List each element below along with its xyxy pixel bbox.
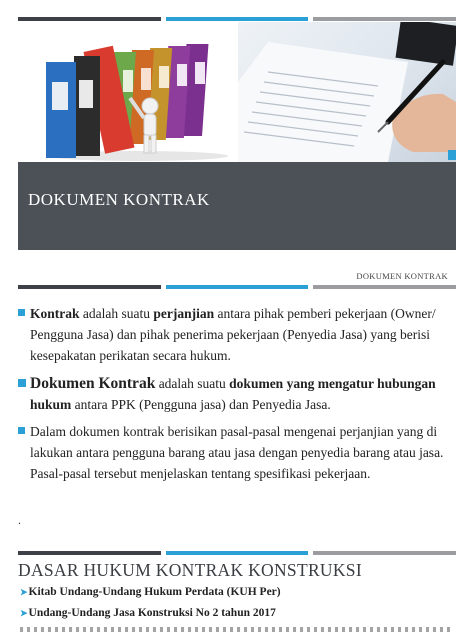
square-bullet-icon [18, 427, 25, 434]
top-bar-blue [166, 17, 308, 21]
text: antara PPK (Pengguna jasa) dan Penyedia Jasa. [71, 397, 331, 412]
slide3-bar-blue [166, 551, 308, 555]
list-item [20, 607, 276, 619]
text: Dalam dokumen kontrak berisikan pasal-pasal mengenai perjanjian yang di lakukan antara pengguna barang atau jasa dengan penyedia barang atau jasa. Pasal-pasal tersebut menjelaskan tentang spesifikasi pekerjaan. [30, 424, 444, 481]
text: adalah suatu [155, 376, 230, 391]
slide-title: DOKUMEN KONTRAK [28, 190, 210, 209]
square-bullet-icon [18, 379, 26, 387]
list-item [20, 586, 281, 598]
top-bar-grey [313, 17, 456, 21]
term: Dokumen Kontrak [30, 375, 156, 392]
slide-header: DOKUMEN KONTRAK [356, 271, 448, 281]
list-item-label: Kitab Undang-Undang Hukum Perdata (KUH Per) [28, 586, 281, 598]
slide2-bar-dark [18, 285, 161, 289]
term: dokumen yang mengatur hubungan hukum [30, 376, 436, 412]
list-item-label: Undang-Undang Jasa Konstruksi No 2 tahun 2017 [28, 607, 276, 619]
text: antara pihak pemberi pekerjaan (Owner/ Pengguna Jasa) dan pihak penerima pekerjaan (Penyedia Jasa) yang berisi kesepakatan perikatan secara hukum. [30, 306, 436, 363]
corner-marker-icon [448, 150, 456, 160]
slide2-bar-grey [313, 285, 456, 289]
slide3-bar-grey [313, 551, 456, 555]
arrow-bullet-icon: ➤ [20, 587, 28, 597]
slide3-bar-dark [18, 551, 161, 555]
slide3-title: DASAR HUKUM KONTRAK KONSTRUKSI [18, 560, 362, 580]
top-bar-dark [18, 17, 161, 21]
paragraph-dokumen-kontrak [18, 373, 458, 415]
term: perjanjian [153, 306, 215, 321]
square-bullet-icon [18, 309, 25, 316]
text: adalah suatu [79, 306, 154, 321]
signing-contract-photo [238, 22, 456, 162]
paragraph-kontrak [18, 303, 458, 366]
paragraph-isi-kontrak [18, 421, 458, 484]
arrow-bullet-icon: ➤ [20, 608, 28, 618]
cut-off-text-line [20, 627, 450, 632]
term: Kontrak [30, 306, 80, 321]
stray-dot: . [18, 513, 21, 527]
binders-illustration [18, 22, 236, 162]
slide2-bar-blue [166, 285, 308, 289]
